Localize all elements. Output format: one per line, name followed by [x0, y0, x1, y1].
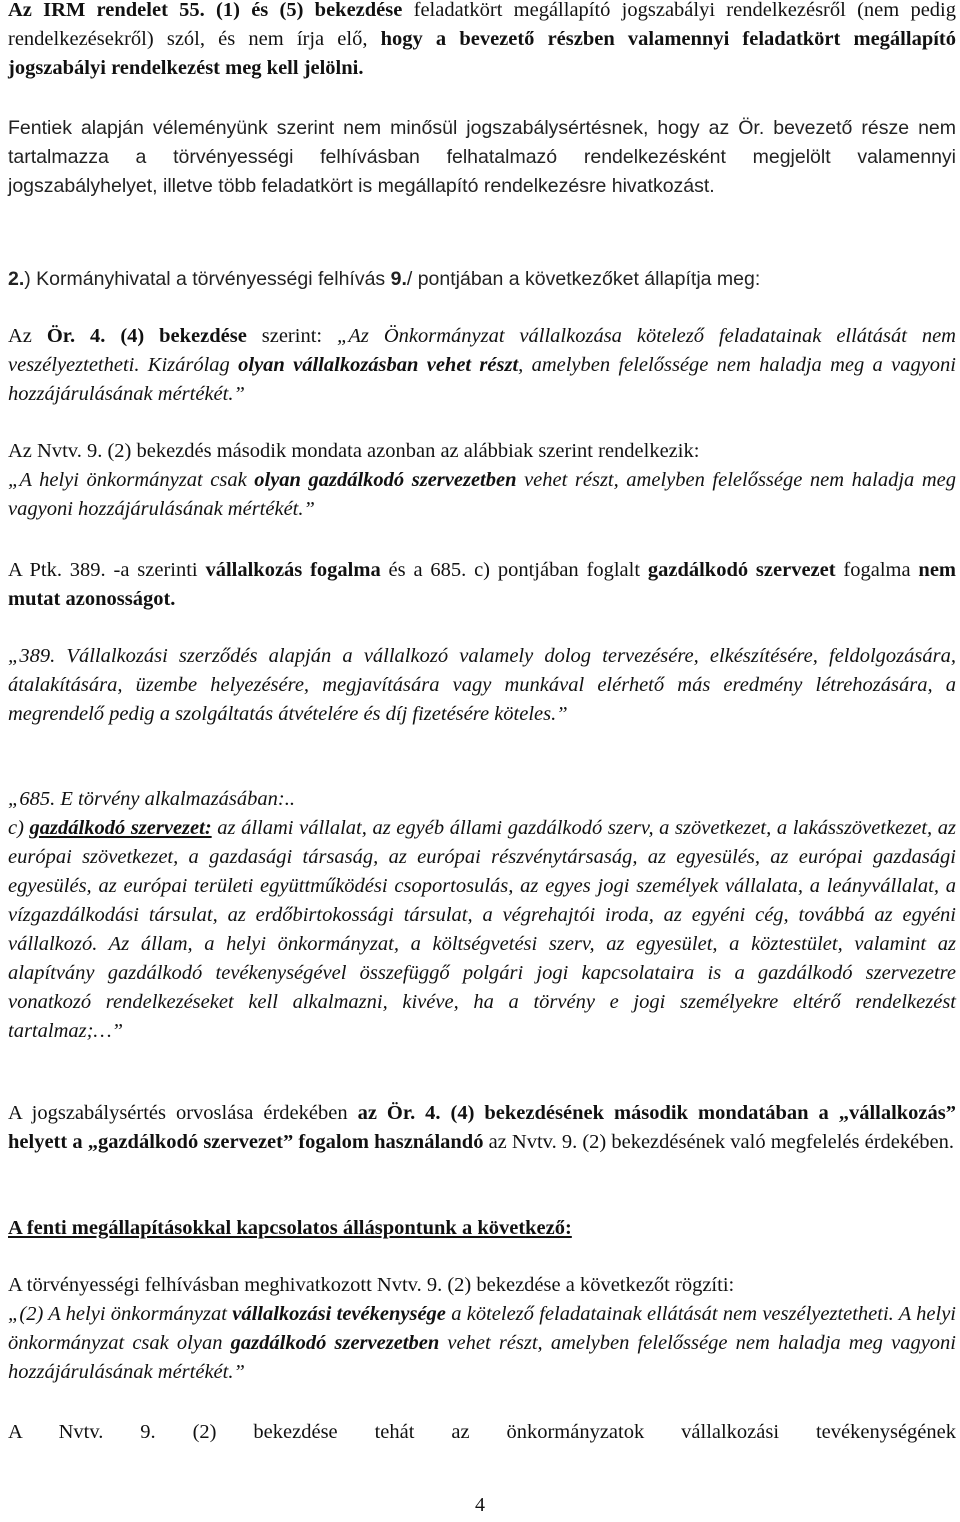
- text-span: (4) bekezdése: [105, 325, 247, 347]
- text-span: vehet részt, amelyben felelőssége nem haladja meg vagyoni hozzájárulásának mértékét.”: [8, 1332, 956, 1383]
- text-span: a kötelező feladatainak ellátását nem veszélyeztetheti. A helyi önkormányzat csak olyan: [8, 1303, 956, 1354]
- text-span: E törvény alkalmazásában:..: [55, 788, 295, 810]
- text-span: nem mutat azonosságot.: [8, 559, 956, 610]
- text-span: vállalkozás fogalma: [205, 559, 381, 581]
- text-span: „(2) A helyi önkormányzat: [8, 1303, 233, 1325]
- text-span: gazdálkodó szervezetben: [230, 1332, 440, 1354]
- text-span: (2) bekezdés második mondata azonban az alábbiak szerint rendelkezik:: [102, 440, 700, 462]
- text-span: olyan gazdálkodó szervezetben: [254, 469, 517, 491]
- text-span: c): [8, 817, 30, 839]
- text-span: az állami vállalat, az egyéb állami gazdálkodó szerv, a szövetkezet, a lakásszövetkezet, az európai szövetkezet, a gazdasági társaság, az európai részvénytársaság, az egyesülés, az európai gazdasági egyesülés, az európai területi együttműködési csoportosulás, az egyes jogi személyek vállalata, a leányvállalat, a vízgazdálkodási társulat, az erdőbirtokossági társulat, a végrehajtói iroda, az egyéni cég, továbbá az egyéni vállalkozó. Az állam, a helyi önkormányzat, a költségvetési szerv, az egyesület, a köztestület, valamint az alapítvány gazdálkodó tevékenységével összefüggő polgári jogi kapcsolataira is a gazdálkodó szervezetre vonatkozó rendelkezéseket kell alkalmazni, kivéve, ha a törvény e jogi személyekre eltérő rendelkezést tartalmaz;…”: [8, 817, 957, 1042]
- text-span: A fenti megállapításokkal kapcsolatos álláspontunk a következő:: [8, 1217, 572, 1239]
- text-span: 9.: [390, 268, 407, 290]
- paragraph-kormanyhivatal: [8, 265, 956, 294]
- text-span: Vállalkozási szerződés alapján a vállalkozó valamely dolog tervezésére, elkészítésére, feldolgozására, átalakítására, üzembe helyezésére, megjavítására vagy munkával elérhető más eredmény létrehozására, a megrendelő pedig a szolgáltatás átvételére és díj fizetésére köteles.”: [8, 645, 956, 725]
- section-heading: [8, 1214, 956, 1243]
- text-span: ) Kormányhivatal a törvényességi felhívás: [24, 268, 391, 290]
- page-number: 4: [475, 1494, 485, 1516]
- text-span: / pontjában a következőket állapítja meg:: [406, 268, 761, 290]
- paragraph-ptk-389: [8, 642, 956, 729]
- text-span: A törvényességi felhívásban meghivatkozott Nvtv. 9.: [8, 1274, 443, 1296]
- text-span: (2) bekezdése tehát az önkormányzatok vállalkozási tevékenységének: [155, 1421, 956, 1443]
- text-span: és a 685.: [380, 559, 467, 581]
- text-span: 2.: [8, 268, 25, 290]
- text-span: „685.: [8, 788, 56, 810]
- text-span: Ör. 4.: [46, 325, 106, 347]
- paragraph-nvtv-tehat: [8, 1418, 956, 1447]
- text-span: vállalkozási tevékenysége: [232, 1303, 446, 1325]
- text-span: „Az Önkormányzat vállalkozása kötelező feladatainak ellátását nem veszélyeztetheti. Kizárólag: [8, 325, 956, 376]
- text-span: (2) bekezdésének való megfelelés érdekében.: [577, 1131, 954, 1153]
- text-span: Az IRM rendelet 55.: [8, 0, 205, 21]
- text-span: „A helyi önkormányzat csak: [8, 469, 255, 491]
- paragraph-nvtv: [8, 437, 956, 524]
- text-span: az Nvtv. 9.: [483, 1131, 578, 1153]
- text-span: Az Nvtv. 9.: [8, 440, 103, 462]
- text-span: A jogszabálysértés orvoslása érdekében: [8, 1102, 358, 1124]
- paragraph-ptk: [8, 556, 956, 614]
- text-span: gazdálkodó szervezet:: [29, 817, 212, 839]
- text-span: [441, 1102, 451, 1124]
- text-span: fogalma: [835, 559, 919, 581]
- text-span: (2) bekezdése a következőt rögzíti:: [442, 1274, 735, 1296]
- text-span: Fentiek alapján véleményünk szerint nem minősül jogszabálysértésnek, hogy az Ör. bevezető része nem tartalmazza a törvényességi felhívásban felhatalmazó rendelkezésként megjelölt valamennyi jogszabályhelyet, illetve több feladatkört is megállapító rendelkezésre hivatkozást.: [8, 117, 956, 197]
- paragraph-fentiek: [8, 114, 956, 201]
- paragraph-orvoslas: [8, 1099, 956, 1157]
- paragraph-irm-rendelet: [8, 0, 956, 83]
- text-span: „389.: [8, 645, 56, 667]
- text-span: olyan vállalkozásban vehet részt: [238, 354, 519, 376]
- text-span: A Nvtv. 9.: [8, 1421, 156, 1443]
- text-span: gazdálkodó szervezet: [647, 559, 836, 581]
- paragraph-or-4: [8, 322, 956, 409]
- text-span: hogy a bevezető részben valamennyi feladatkört megállapító jogszabályi rendelkezést meg kell jelölni.: [8, 28, 957, 79]
- text-span: (1) és (5) bekezdése: [204, 0, 403, 21]
- text-span: (4) bekezdésének második mondatában a „vállalkozás” helyett a „gazdálkodó szervezet” fogalom használandó: [8, 1102, 957, 1153]
- text-span: az Ör. 4.: [357, 1102, 441, 1124]
- text-span: -a szerinti: [105, 559, 206, 581]
- text-span: feladatkört megállapító jogszabályi rendelkezésről (nem pedig rendelkezésekről) szól, és nem írja elő,: [8, 0, 956, 50]
- text-span: vehet részt, amelyben felelőssége nem haladja meg vagyoni hozzájárulásának mértékét.”: [8, 469, 957, 520]
- text-span: A Ptk. 389.: [8, 559, 106, 581]
- text-span: szerint:: [246, 325, 337, 347]
- text-span: , amelyben felelőssége nem haladja meg a vagyoni hozzájárulásának mértékét.”: [8, 354, 957, 405]
- text-span: c) pontjában foglalt: [466, 559, 648, 581]
- paragraph-torvenyessegi: [8, 1271, 956, 1387]
- text-span: Az: [8, 325, 47, 347]
- paragraph-ptk-685: [8, 785, 956, 1046]
